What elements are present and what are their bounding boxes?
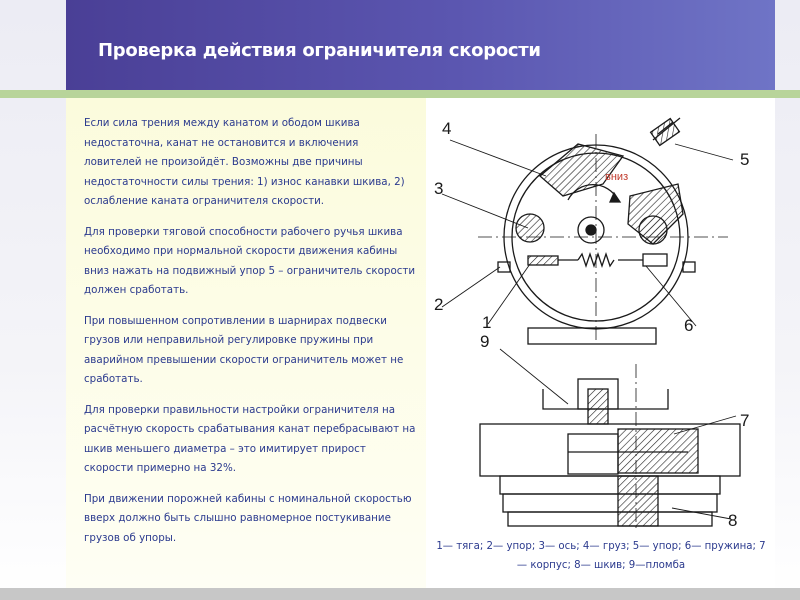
rotation-arrowhead: [610, 193, 620, 202]
callout-2: 2: [434, 295, 444, 314]
body-text: [84, 114, 416, 559]
callout-5: 5: [740, 150, 750, 169]
callout-3: 3: [434, 179, 444, 198]
direction-label: вниз: [605, 171, 629, 183]
spring-stop: [643, 254, 667, 266]
rod-block: [528, 256, 558, 265]
header-divider: [0, 90, 800, 98]
counterweight-upper: [540, 144, 623, 196]
callout-1: 1: [482, 313, 492, 332]
shaft-top: [588, 389, 608, 424]
callout-line-5: [675, 144, 733, 160]
callout-4: 4: [442, 119, 452, 138]
pulley-groove-1: [500, 476, 720, 494]
callout-6: 6: [684, 316, 694, 335]
paragraph-traction-check: Для проверки тяговой способности рабочего ручья шкива необходимо при нормальной скорости движения кабины вниз нажать на подвижный упор 5 – ограничитель скорости должен сработать.: [84, 225, 416, 296]
housing-section: [618, 429, 698, 473]
side-stop-right: [683, 262, 695, 272]
callout-line-4: [450, 140, 546, 176]
bottom-bar: [0, 588, 800, 600]
callout-line-9: [500, 349, 568, 404]
slide-title: Проверка действия ограничителя скорости: [98, 40, 541, 61]
diagram-drawing: [428, 104, 770, 534]
callout-9: 9: [480, 332, 490, 351]
housing-body: [480, 424, 740, 476]
pulley-groove-3: [508, 512, 712, 526]
paragraph-setting-check: Для проверки правильности настройки ограничителя на расчётную скорость срабатывания канат перебрасывают на шкив меньшего диаметра – это имитирует прирост скорости примерно на 32%.: [84, 403, 416, 474]
speed-limiter-diagram: [428, 104, 770, 534]
callout-line-3: [442, 194, 528, 228]
figure-caption: 1— тяга; 2— упор; 3— ось; 4— груз; 5— упор; 6— пружина; 7— корпус; 8— шкив; 9—пломба: [436, 541, 766, 571]
axis-left: [516, 214, 544, 242]
callout-line-7: [674, 416, 736, 434]
pulley-groove-2: [503, 494, 717, 512]
pulley-hub: [618, 476, 658, 526]
shaft-hub: [586, 225, 596, 235]
paragraph-resistance: При повышенном сопротивлении в шарнирах подвески грузов или неправильной регулировке пружины при аварийном превышении скорости ограничитель может не сработать.: [84, 314, 404, 385]
paragraph-friction: Если сила трения между канатом и ободом шкива недостаточна, канат не остановится и включения ловителей не произойдёт. Возможны две причины недостаточности силы трения: 1) износ канавки шкива, 2) ослабление каната ограничителя скорости.: [84, 117, 405, 207]
callout-7: 7: [740, 411, 750, 430]
callout-line-2: [442, 267, 500, 307]
axis-right: [639, 216, 667, 244]
callout-8: 8: [728, 511, 738, 530]
paragraph-knocking: При движении порожней кабины с номинальной скоростью вверх должно быть слышно равномерное постукивание грузов об упоры.: [84, 492, 412, 544]
gear: [568, 434, 618, 474]
base-plate: [528, 328, 656, 344]
callout-line-8: [672, 508, 731, 519]
